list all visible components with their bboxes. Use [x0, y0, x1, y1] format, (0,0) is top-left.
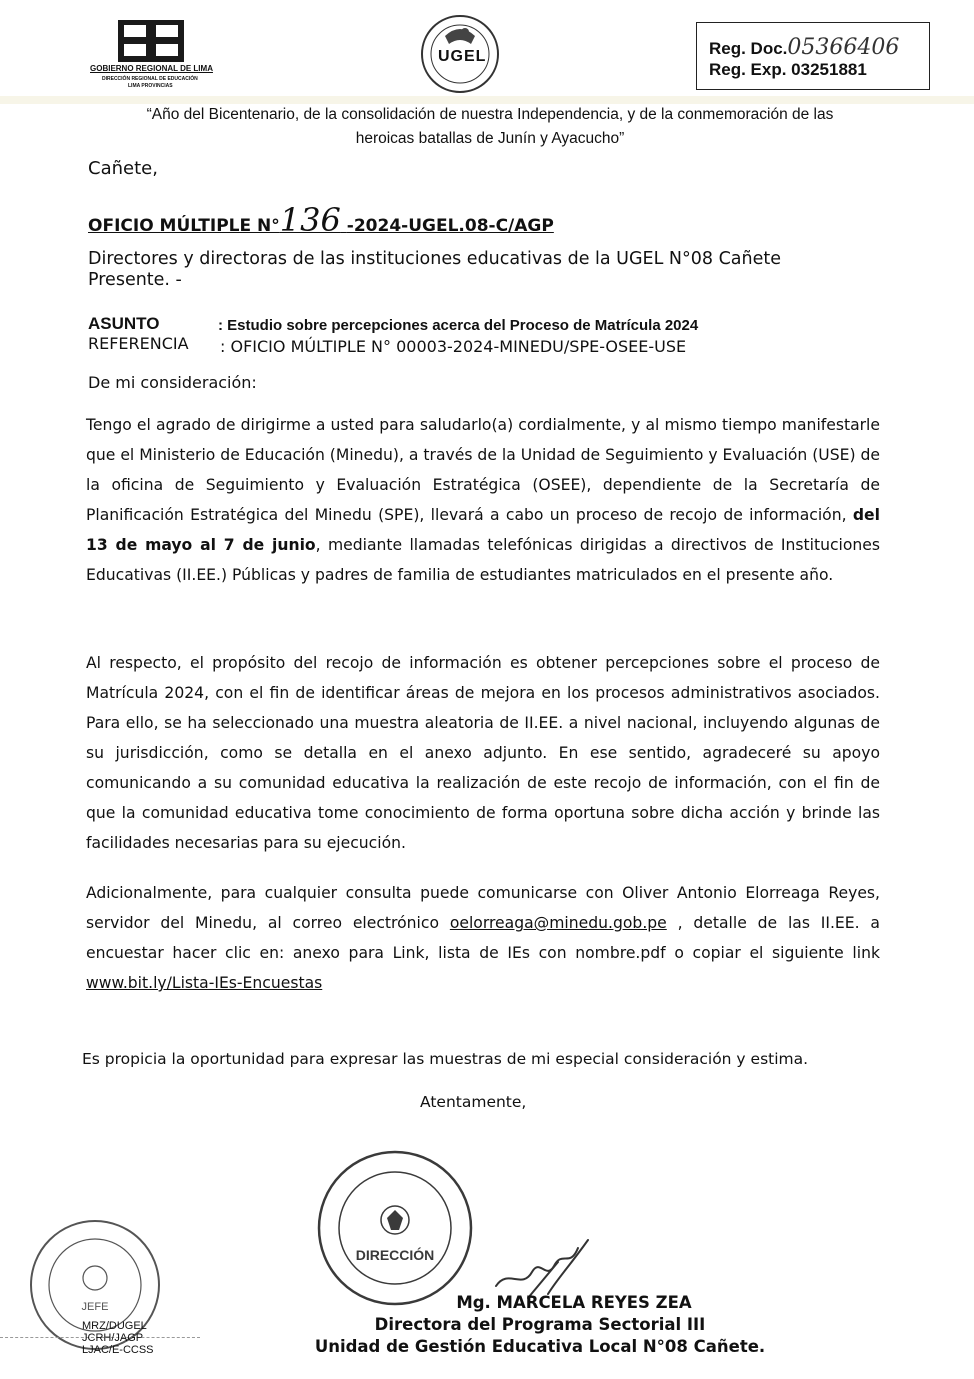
signer-title: Directora del Programa Sectorial III — [374, 1315, 706, 1334]
reg-doc-line — [709, 35, 899, 60]
p1-dates: del 13 de mayo al 7 de junio — [86, 506, 880, 554]
signer-unit: Unidad de Gestión Educativa Local N°08 Cañete. — [314, 1337, 766, 1356]
registration-box — [696, 22, 930, 90]
referencia-label: REFERENCIA — [88, 334, 189, 353]
reg-exp-line: Reg. Exp. 03251881 — [709, 60, 867, 79]
greeting: De mi consideración: — [88, 373, 257, 392]
oficio-number: 136 — [279, 201, 341, 239]
p3-text-end: , detalle de las II.EE. a encuestar hacer clic en: anexo para Link, lista de IEs con nombre.pdf o copiar el siguiente link — [86, 914, 880, 962]
paragraph-2: Al respecto, el propósito del recojo de información es obtener percepciones sobre el proceso de Matrícula 2024, con el fin de identificar áreas de mejora en los procesos administrativos asociados. Para ello, se ha seleccionado una muestra aleatoria de II.EE. a nivel nacional, incluyendo algunas de su jurisdicción, como se detalla en el anexo adjunto. En ese sentido, agradeceré su apoyo comunicando a su comunidad educativa la realización de este recojo de información, con el fin de que la comunidad educativa tome conocimiento de forma oportuna sobre dicha acción y brinde las facilidades necesarias para su ejecución. — [86, 654, 880, 852]
gobierno-regional-logo — [90, 20, 225, 92]
oficio-suffix: -2024-UGEL.08-C/AGP — [346, 216, 554, 236]
oficio-prefix: OFICIO MÚLTIPLE N° — [88, 216, 280, 236]
closing-sentence: Es propicia la oportunidad para expresar las muestras de mi especial consideración y estima. — [82, 1050, 809, 1068]
signer-name: Mg. MARCELA REYES ZEA — [456, 1293, 692, 1312]
reg-doc-label: Reg. Doc. — [709, 39, 788, 58]
ugel-seal-logo — [405, 14, 515, 94]
logo-line-3: LIMA PROVINCIAS — [128, 83, 173, 89]
year-motto-line-2: heroicas batallas de Junín y Ayacucho” — [355, 130, 625, 147]
ugel-logo-text: UGEL — [438, 48, 487, 65]
referencia-value: : OFICIO MÚLTIPLE N° 00003-2024-MINEDU/SPE-OSEE-USE — [220, 337, 687, 356]
paragraph-3 — [86, 878, 880, 998]
p1-text-start: Tengo el agrado de dirigirme a usted para saludarlo(a) cordialmente, y al mismo tiempo manifestarle que el Ministerio de Educación (Minedu), a través de la Unidad de Seguimiento y Evaluación (USE) de la oficina de Seguimiento y Evaluación Estratégica (OSEE), dependiente de la Secretaría de Planificación Estratégica del Minedu (SPE), llevará a cabo un proceso de recojo de información, — [86, 416, 880, 524]
logo-line-2: DIRECCIÓN REGIONAL DE EDUCACIÓN — [102, 76, 198, 82]
logo-line-1: GOBIERNO REGIONAL DE LIMA — [90, 64, 213, 73]
paragraph-1 — [86, 410, 880, 590]
stamp-center-text: DIRECCIÓN — [355, 1247, 435, 1263]
reg-doc-number: 05366406 — [787, 35, 900, 60]
reference-initials — [82, 1320, 154, 1356]
oficio-title — [88, 201, 554, 239]
p3-text-start: Adicionalmente, para cualquier consulta puede comunicarse con Oliver Antonio Elorreaga Reyes, servidor del Minedu, al correo electrónico — [86, 884, 880, 932]
initials-line-2: JCRH/JAGP — [82, 1332, 144, 1344]
recipients — [88, 249, 781, 291]
valediction: Atentamente, — [420, 1093, 527, 1111]
asunto-value: : Estudio sobre percepciones acerca del Proceso de Matrícula 2024 — [218, 317, 699, 334]
p1-text-end: , mediante llamadas telefónicas dirigidas a directivos de Instituciones Educativas (II.EE.) Públicas y padres de familia de estudiantes matriculados en el presente año. — [86, 536, 881, 584]
small-stamp-center-text: JEFE — [81, 1301, 109, 1313]
year-motto — [100, 103, 880, 151]
email-link[interactable]: oelorreaga@minedu.gob.pe — [449, 914, 667, 932]
city-line: Cañete, — [88, 158, 158, 179]
initials-line-1: MRZ/DUGEL — [82, 1320, 147, 1332]
initials-line-3: LJAC/E-CCSS — [82, 1344, 154, 1356]
asunto-label: ASUNTO — [88, 314, 160, 333]
regional-shield-icon — [118, 20, 184, 62]
direccion-stamp — [315, 1148, 475, 1308]
year-motto-line-1: “Año del Bicentenario, de la consolidación de nuestra Independencia, y de la conmemoración de las — [146, 106, 834, 123]
recipients-line-2: Presente. - — [88, 270, 182, 290]
recipients-line-1: Directores y directoras de las instituciones educativas de la UGEL N°08 Cañete — [88, 249, 782, 269]
survey-link[interactable]: www.bit.ly/Lista-IEs-Encuestas — [86, 974, 323, 992]
